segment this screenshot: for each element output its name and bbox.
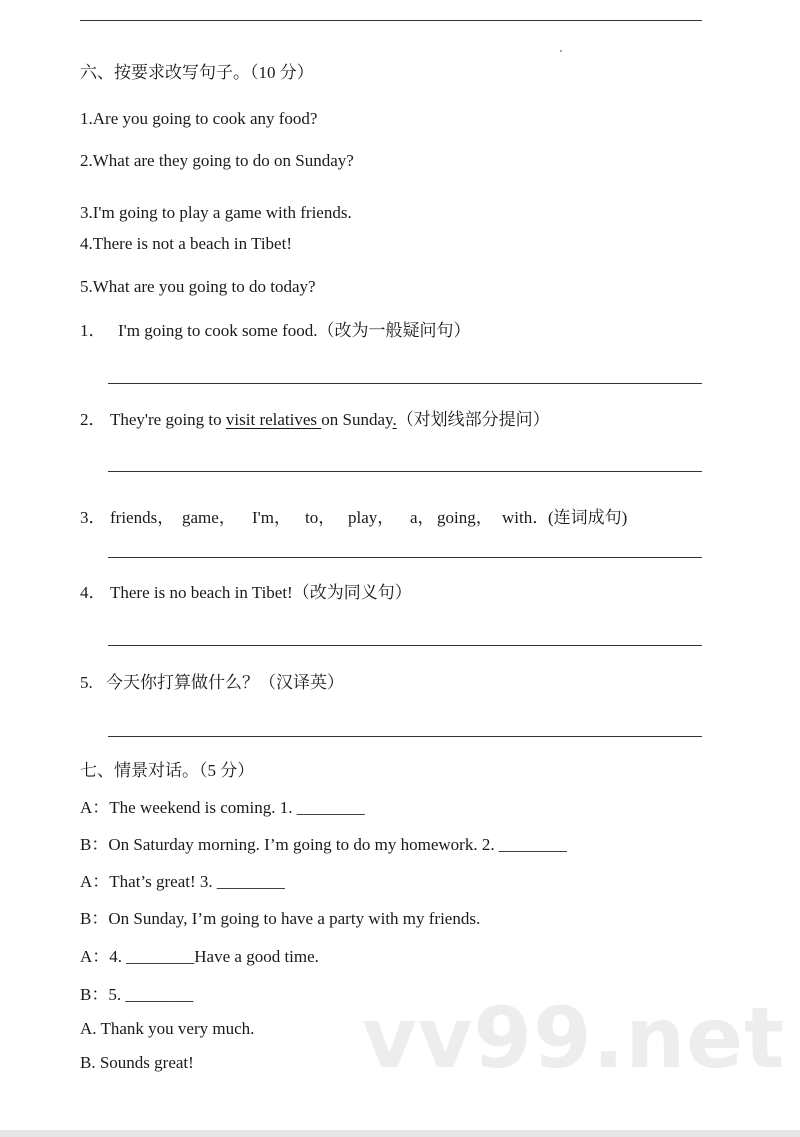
answer-4: 4.There is not a beach in Tibet! xyxy=(80,234,292,253)
top-divider xyxy=(80,20,702,21)
q3-answer-line xyxy=(108,557,702,558)
page-bottom-edge xyxy=(0,1130,800,1137)
q2-underlined-phrase: visit relatives xyxy=(225,410,322,429)
q4-answer-line xyxy=(108,645,702,646)
q3-word: game， xyxy=(182,508,236,527)
option-item: B. Sounds great! xyxy=(80,1053,194,1072)
dialogue-line: A：That’s great! 3. ________ xyxy=(80,872,285,891)
answer-1: 1.Are you going to cook any food? xyxy=(80,109,318,128)
dialogue-line: A：The weekend is coming. 1. ________ xyxy=(80,798,365,817)
section6-title: 六、按要求改写句子。（10 分） xyxy=(80,63,314,82)
q2-text-before: They're going to xyxy=(110,410,226,429)
answer-2: 2.What are they going to do on Sunday? xyxy=(80,151,354,170)
q3-word: play， xyxy=(348,508,395,527)
q3-word: I'm， xyxy=(252,508,291,527)
q3-word: friends， xyxy=(110,508,175,527)
q3-word: with． xyxy=(502,508,550,527)
q2-text xyxy=(110,409,550,431)
q1-text: I'm going to cook some food.（改为一般疑问句） xyxy=(118,321,471,340)
q3-number: 3． xyxy=(80,508,106,527)
q3-word: to， xyxy=(305,508,336,527)
dialogue-line: A：4. ________Have a good time. xyxy=(80,947,319,966)
q3-word: going， xyxy=(437,508,493,527)
q2-answer-line xyxy=(108,471,702,472)
q5-answer-line xyxy=(108,736,702,737)
answer-5: 5.What are you going to do today? xyxy=(80,277,316,296)
option-item: A. Thank you very much. xyxy=(80,1019,255,1038)
speck xyxy=(560,50,562,52)
q1-number: 1． xyxy=(80,321,106,340)
q2-number: 2． xyxy=(80,410,106,429)
q3-word: a， xyxy=(410,508,435,527)
q4-text: There is no beach in Tibet!（改为同义句） xyxy=(110,583,412,602)
dialogue-line: B：On Saturday morning. I’m going to do my homework. 2. ________ xyxy=(80,835,567,854)
q3-hint: (连词成句) xyxy=(548,508,628,527)
q5-number: 5. xyxy=(80,673,93,692)
answer-3: 3.I'm going to play a game with friends. xyxy=(80,203,352,222)
q2-underlined-period: . xyxy=(392,410,397,429)
q5-text: 今天你打算做什么？（汉译英） xyxy=(106,673,344,692)
watermark-text: vv99.net xyxy=(362,989,786,1087)
q1-answer-line xyxy=(108,383,702,384)
q2-text-after: （对划线部分提问） xyxy=(396,410,550,429)
section7-title: 七、情景对话。（5 分） xyxy=(80,761,255,780)
q2-text-middle: on Sunday xyxy=(321,410,393,429)
q4-number: 4． xyxy=(80,583,106,602)
dialogue-line: B：On Sunday, I’m going to have a party with my friends. xyxy=(80,909,481,928)
dialogue-line: B：5. ________ xyxy=(80,985,194,1004)
